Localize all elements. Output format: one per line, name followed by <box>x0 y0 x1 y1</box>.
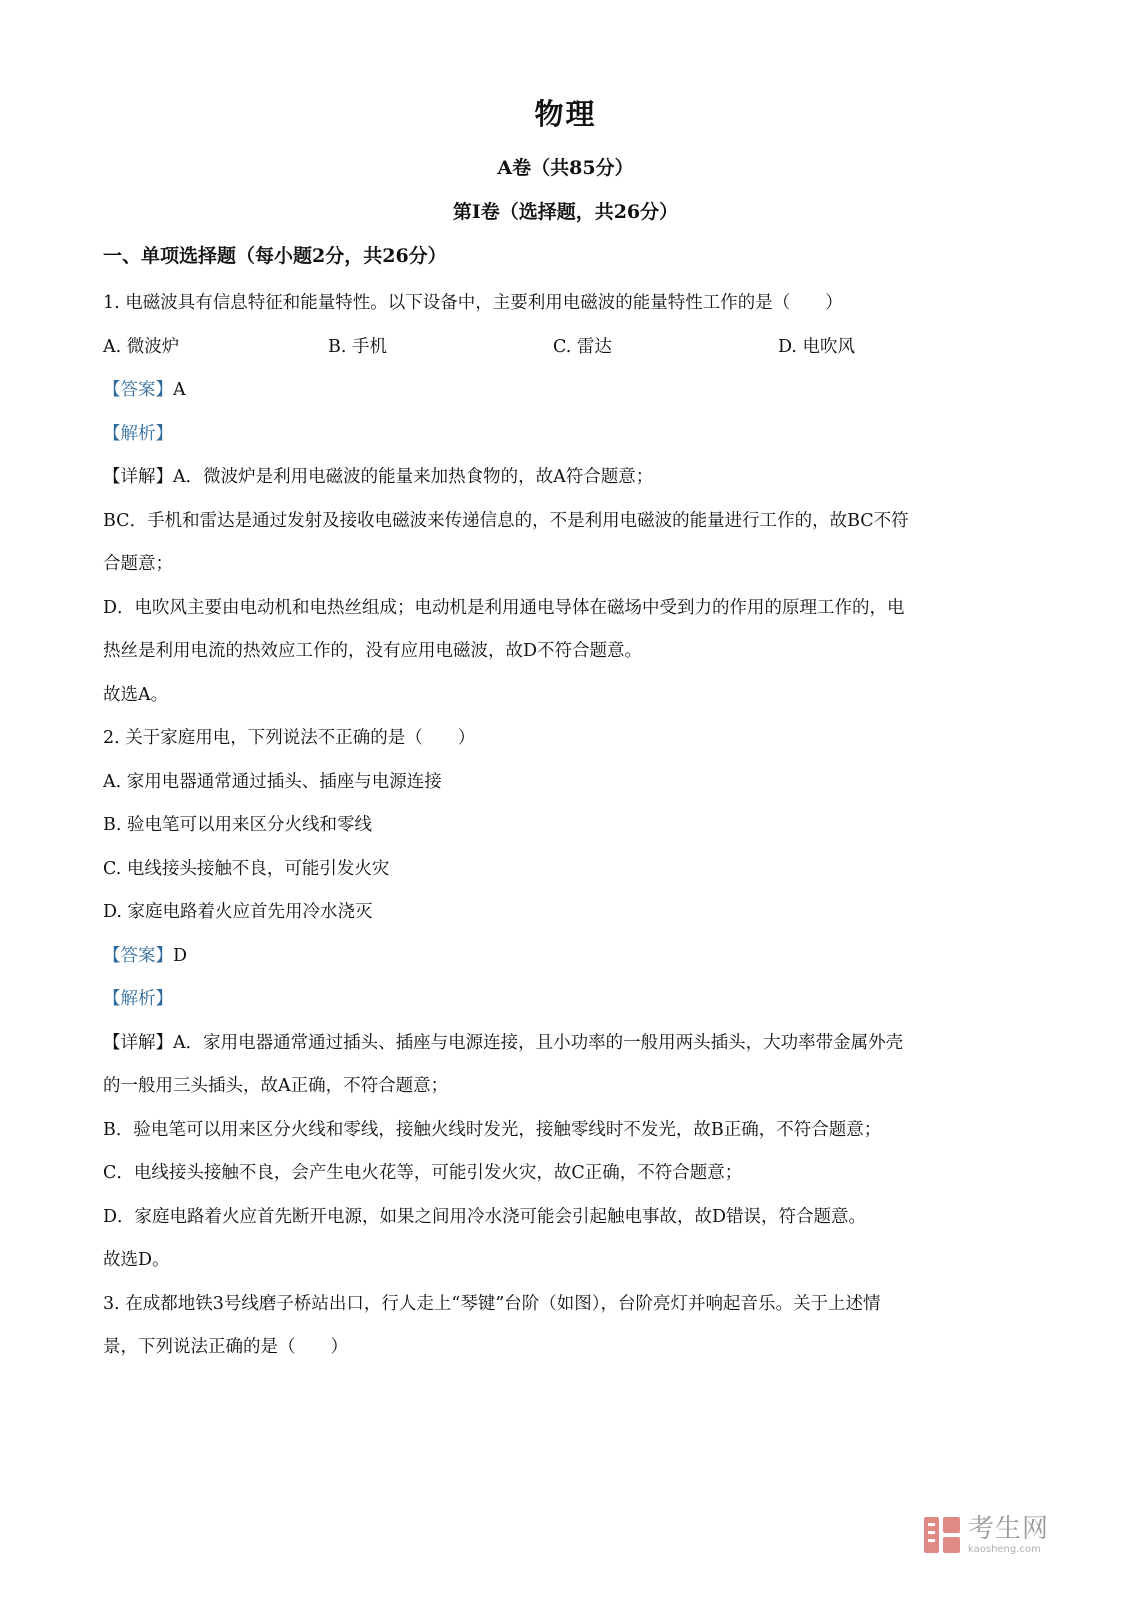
q2-stem: 2. 关于家庭用电，下列说法不正确的是（ ） <box>103 728 476 748</box>
q2-detail-line: D．家庭电路着火应首先断开电源，如果之间用冷水浇可能会引起触电事故，故D错误，符合题意。 <box>103 1206 867 1227</box>
q1-detail-line: D．电吹风主要由电动机和电热丝组成；电动机是利用通电导体在磁场中受到力的作用的原理工作的，电 <box>103 597 905 618</box>
q2-analysis <box>103 978 1003 1022</box>
q2-detail-line: B．验电笔可以用来区分火线和零线，接触火线时发光，接触零线时不发光，故B正确，不符合题意； <box>103 1119 882 1140</box>
q2-option-b: B. 验电笔可以用来区分火线和零线 <box>103 815 372 835</box>
q2-detail-line <box>103 1022 1003 1066</box>
q1-option-a: A. 微波炉 <box>103 336 180 357</box>
detail-label: 【详解】 <box>103 1032 173 1053</box>
page-title: 物理 <box>534 97 597 131</box>
watermark-text <box>968 1513 1050 1555</box>
analysis-label: 【解析】 <box>103 989 173 1009</box>
q1-detail-line <box>103 456 1003 500</box>
q2-option-c: C. 电线接头接触不良，可能引发火灾 <box>103 858 390 879</box>
paper-subtitle-b: 第I卷（选择题，共26分） <box>452 201 679 223</box>
q2-option-a: A. 家用电器通常通过插头、插座与电源连接 <box>103 771 442 792</box>
q2-answer <box>103 935 1003 979</box>
watermark-logo <box>922 1512 1092 1558</box>
q1-answer <box>103 369 1003 413</box>
answer-label: 【答案】 <box>103 945 173 966</box>
analysis-label: 【解析】 <box>103 423 173 444</box>
q1-detail-line: BC．手机和雷达是通过发射及接收电磁波来传递信息的，不是利用电磁波的能量进行工作的，故BC不符 <box>103 510 909 531</box>
q1-analysis <box>103 413 1003 457</box>
q1-detail-line: 合题意； <box>103 554 173 574</box>
q2-detail-line: C．电线接头接触不良，会产生电火花等，可能引发火灾，故C正确，不符合题意； <box>103 1163 743 1183</box>
watermark-mark-icon <box>922 1515 962 1555</box>
q2-detail-line: 的一般用三头插头，故A正确，不符合题意； <box>103 1076 449 1096</box>
q1-stem: 1. 电磁波具有信息特征和能量特性。以下设备中，主要利用电磁波的能量特性工作的是（ ） <box>103 293 843 313</box>
question-content <box>103 282 1003 1370</box>
q3-stem-line: 景，下列说法正确的是（ ） <box>103 1337 348 1357</box>
watermark-name: 考生网 <box>968 1513 1050 1544</box>
detail-label: 【详解】 <box>103 467 173 487</box>
q1-detail-line: 热丝是利用电流的热效应工作的，没有应用电磁波，故D不符合题意。 <box>103 641 643 661</box>
answer-label: 【答案】 <box>103 380 173 400</box>
watermark-url: kaosheng.com <box>968 1543 1041 1555</box>
q1-option-c: C. 雷达 <box>553 336 612 357</box>
q2-option-d: D. 家庭电路着火应首先用冷水浇灭 <box>103 902 373 922</box>
q1-conclusion: 故选A。 <box>103 684 169 705</box>
q1-option-d: D. 电吹风 <box>778 336 856 357</box>
q1-option-b: B. 手机 <box>328 336 387 357</box>
q1-answer-value: A <box>173 380 186 400</box>
q3-stem-line: 3. 在成都地铁3号线磨子桥站出口，行人走上“琴键”台阶（如图），台阶亮灯并响起音乐。关于上述情 <box>103 1293 881 1314</box>
q1-detail-text: A．微波炉是利用电磁波的能量来加热食物的，故A符合题意； <box>173 467 654 487</box>
q2-answer-value: D <box>173 945 188 966</box>
q2-conclusion: 故选D。 <box>103 1250 170 1270</box>
section-heading: 一、单项选择题（每小题2分，共26分） <box>103 245 447 267</box>
paper-subtitle-a: A卷（共85分） <box>497 157 634 179</box>
q2-detail-text: A．家用电器通常通过插头、插座与电源连接，且小功率的一般用两头插头，大功率带金属外壳 <box>173 1032 904 1053</box>
q1-options <box>103 326 1003 370</box>
